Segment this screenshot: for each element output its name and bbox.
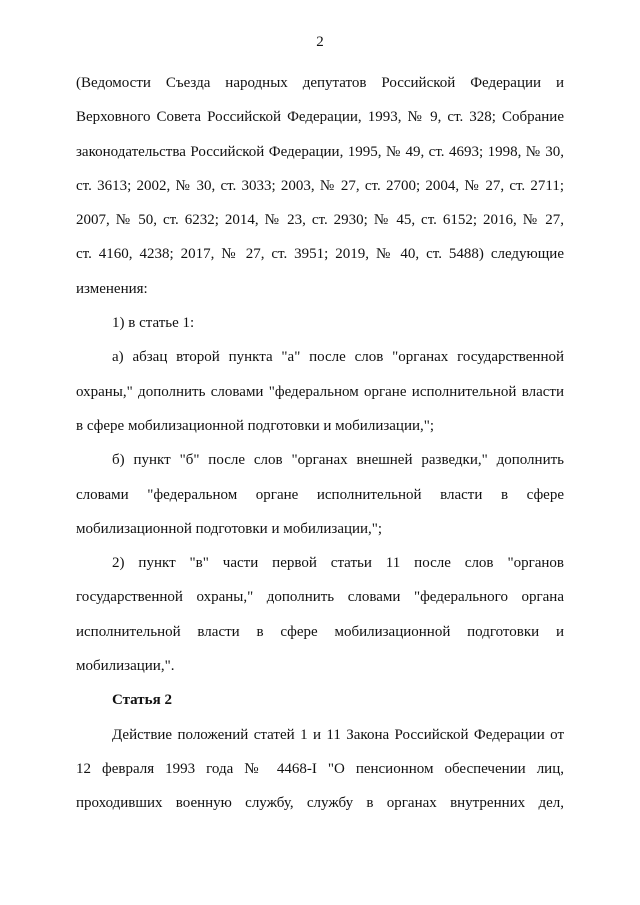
text-line: законодательства Российской Федерации, 1995, № 49, ст. 4693; 1998, № 30,: [76, 143, 564, 160]
paragraph-item-2: [76, 546, 564, 580]
text-line: (Ведомости Съезда народных депутатов Российской Федерации и: [76, 75, 564, 91]
text-line: ст. 3613; 2002, № 30, ст. 3033; 2003, № 27, ст. 2700; 2004, № 27, ст. 2711;: [76, 177, 564, 194]
paragraph-article-2: [76, 718, 564, 752]
paragraph-continuation: [76, 66, 564, 272]
text-line: исполнительной власти в сфере мобилизационной подготовки и: [76, 623, 564, 640]
paragraph-item-1: [76, 306, 564, 340]
paragraph-item-1b-cont: [76, 478, 564, 512]
text-line: мобилизации,".: [76, 658, 175, 675]
text-line: Действие положений статей 1 и 11 Закона Российской Федерации от: [112, 726, 564, 743]
paragraph-item-1a: [76, 340, 564, 374]
paragraph-item-1a-cont: [76, 375, 564, 409]
text-line: мобилизационной подготовки и мобилизации,";: [76, 520, 383, 537]
text-line: б) пункт "б" после слов "органах внешней разведки," дополнить: [112, 452, 564, 469]
text-line: словами "федеральном органе исполнительной власти в сфере: [76, 486, 564, 503]
document-body: [76, 66, 564, 821]
paragraph-continuation-end: [76, 272, 564, 306]
text-line: ст. 4160, 4238; 2017, № 27, ст. 3951; 2019, № 40, ст. 5488) следующие: [76, 246, 564, 263]
paragraph-item-2-cont: [76, 580, 564, 649]
text-line: проходивших военную службу, службу в органах внутренних дел,: [76, 795, 564, 812]
paragraph-item-1a-end: [76, 409, 564, 443]
paragraph-article-2-cont: [76, 752, 564, 821]
text-line: в сфере мобилизационной подготовки и мобилизации,";: [76, 417, 435, 434]
text-line: 2007, № 50, ст. 6232; 2014, № 23, ст. 2930; № 45, ст. 6152; 2016, № 27,: [76, 212, 564, 229]
text-line: Верховного Совета Российской Федерации, 1993, № 9, ст. 328; Собрание: [76, 109, 564, 126]
text-line: а) абзац второй пункта "а" после слов "органах государственной: [112, 349, 564, 366]
text-line: охраны," дополнить словами "федеральном органе исполнительной власти: [76, 383, 564, 400]
text-line: 1) в статье 1:: [112, 315, 195, 332]
text-line: государственной охраны," дополнить словами "федерального органа: [76, 589, 564, 606]
text-line: 2) пункт "в" части первой статьи 11 после слов "органов: [112, 555, 564, 572]
page-number: 2: [316, 34, 324, 50]
paragraph-item-2-end: [76, 649, 564, 683]
text-line: изменения:: [76, 280, 148, 297]
paragraph-item-1b-end: [76, 512, 564, 546]
paragraph-item-1b: [76, 443, 564, 477]
article-heading: Статья 2: [112, 692, 172, 709]
text-line: 12 февраля 1993 года № 4468-I "О пенсионном обеспечении лиц,: [76, 760, 564, 777]
